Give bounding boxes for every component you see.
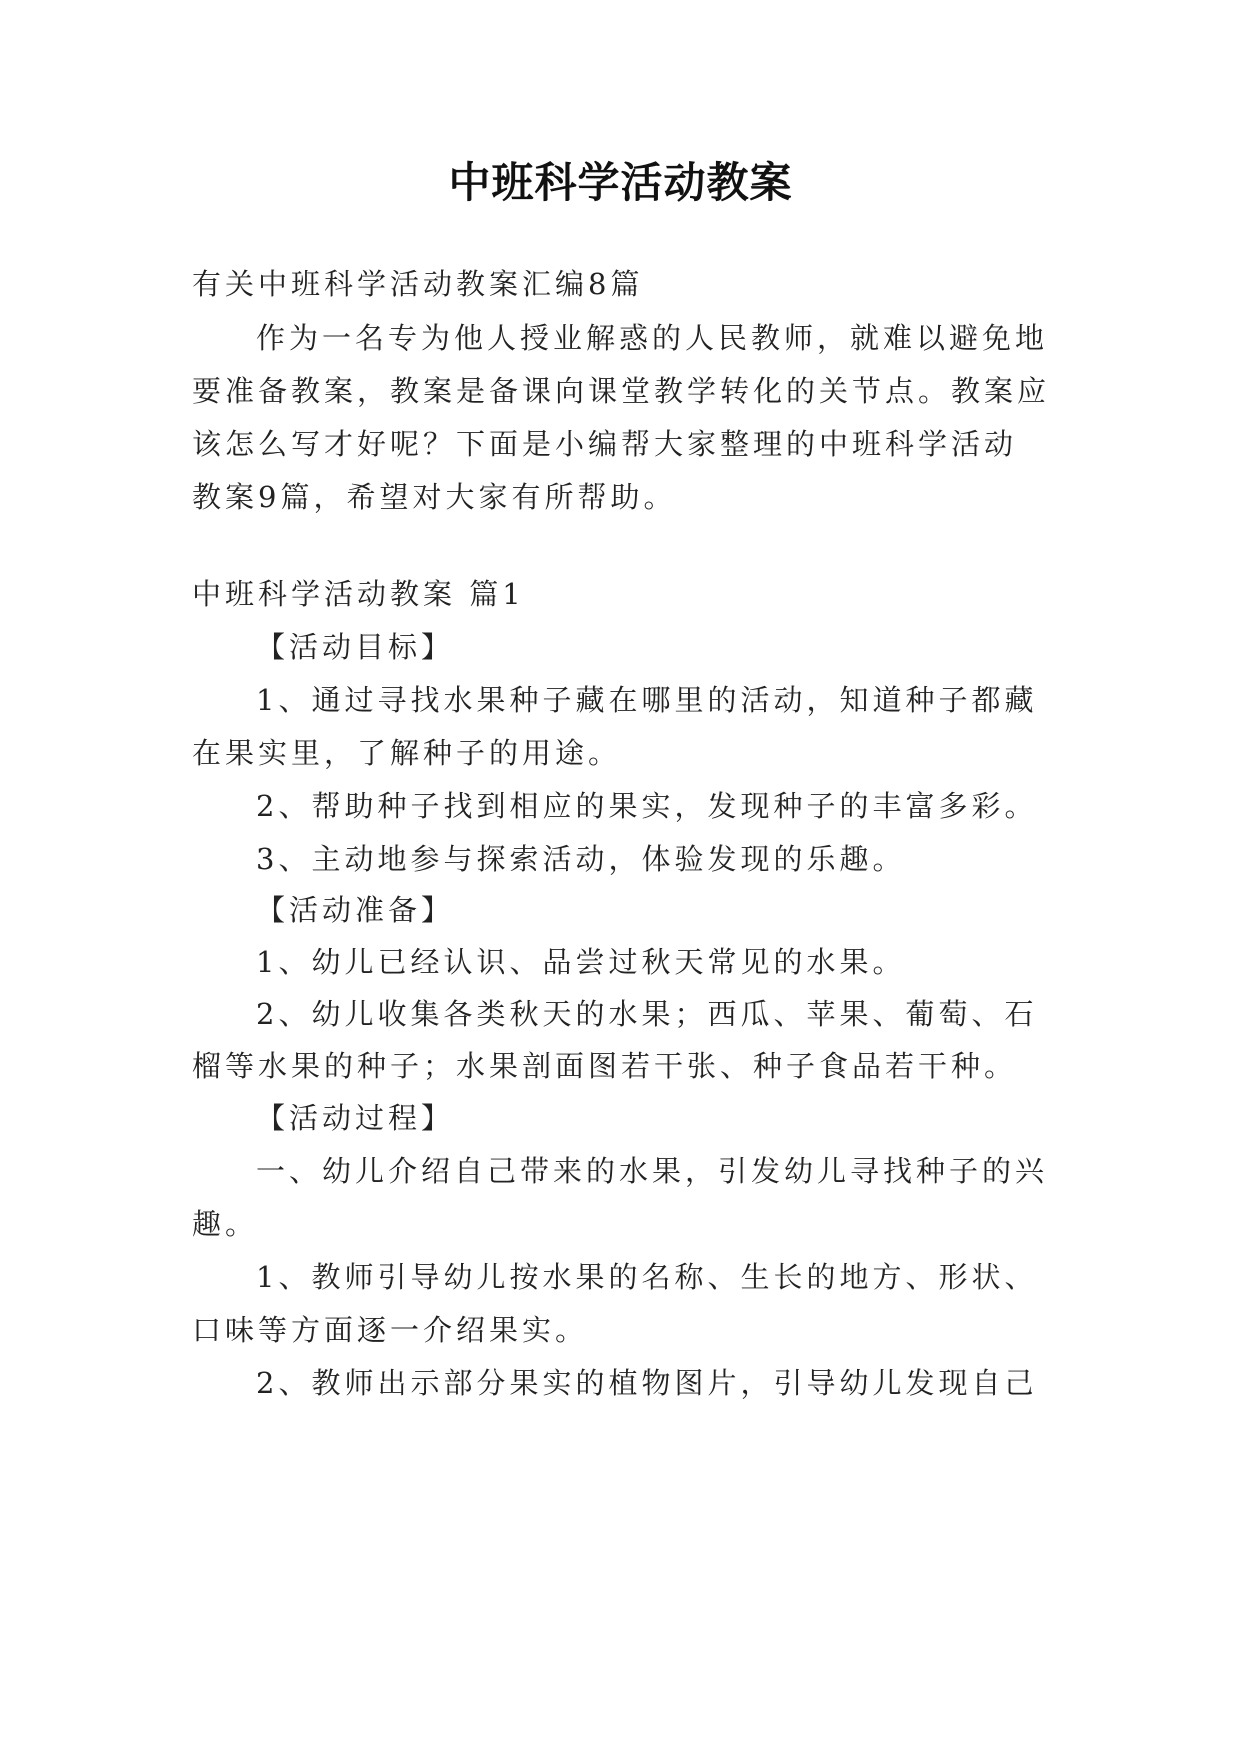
intro-line-4: 教案9篇，希望对大家有所帮助。	[192, 480, 677, 514]
goal-line-2: 在果实里，了解种子的用途。	[192, 736, 622, 770]
prep-line-1: 1、幼儿已经认识、品尝过秋天常见的水果。	[256, 945, 906, 979]
process-line-1: 一、幼儿介绍自己带来的水果，引发幼儿寻找种子的兴	[256, 1154, 1049, 1188]
intro-line-3: 该怎么写才好呢？下面是小编帮大家整理的中班科学活动	[192, 427, 1018, 461]
process-line-3: 1、教师引导幼儿按水果的名称、生长的地方、形状、	[256, 1260, 1038, 1294]
goal-line-3: 2、帮助种子找到相应的果实，发现种子的丰富多彩。	[256, 789, 1038, 823]
subtitle: 有关中班科学活动教案汇编8篇	[192, 267, 644, 301]
goal-line-4: 3、主动地参与探索活动，体验发现的乐趣。	[256, 842, 906, 876]
goal-heading: 【活动目标】	[256, 630, 455, 664]
prep-heading: 【活动准备】	[256, 893, 455, 927]
goal-line-1: 1、通过寻找水果种子藏在哪里的活动，知道种子都藏	[256, 683, 1038, 717]
section-heading: 中班科学活动教案 篇1	[192, 577, 525, 611]
intro-line-1: 作为一名专为他人授业解惑的人民教师，就难以避免地	[256, 321, 1049, 355]
prep-line-3: 榴等水果的种子；水果剖面图若干张、种子食品若干种。	[192, 1049, 1018, 1083]
process-line-4: 口味等方面逐一介绍果实。	[192, 1313, 589, 1347]
process-line-5: 2、教师出示部分果实的植物图片，引导幼儿发现自己	[256, 1366, 1038, 1400]
intro-line-2: 要准备教案，教案是备课向课堂教学转化的关节点。教案应	[192, 374, 1051, 408]
process-heading: 【活动过程】	[256, 1101, 455, 1135]
page-title: 中班科学活动教案	[448, 158, 793, 207]
prep-line-2: 2、幼儿收集各类秋天的水果；西瓜、苹果、葡萄、石	[256, 997, 1038, 1031]
process-line-2: 趣。	[192, 1207, 259, 1241]
